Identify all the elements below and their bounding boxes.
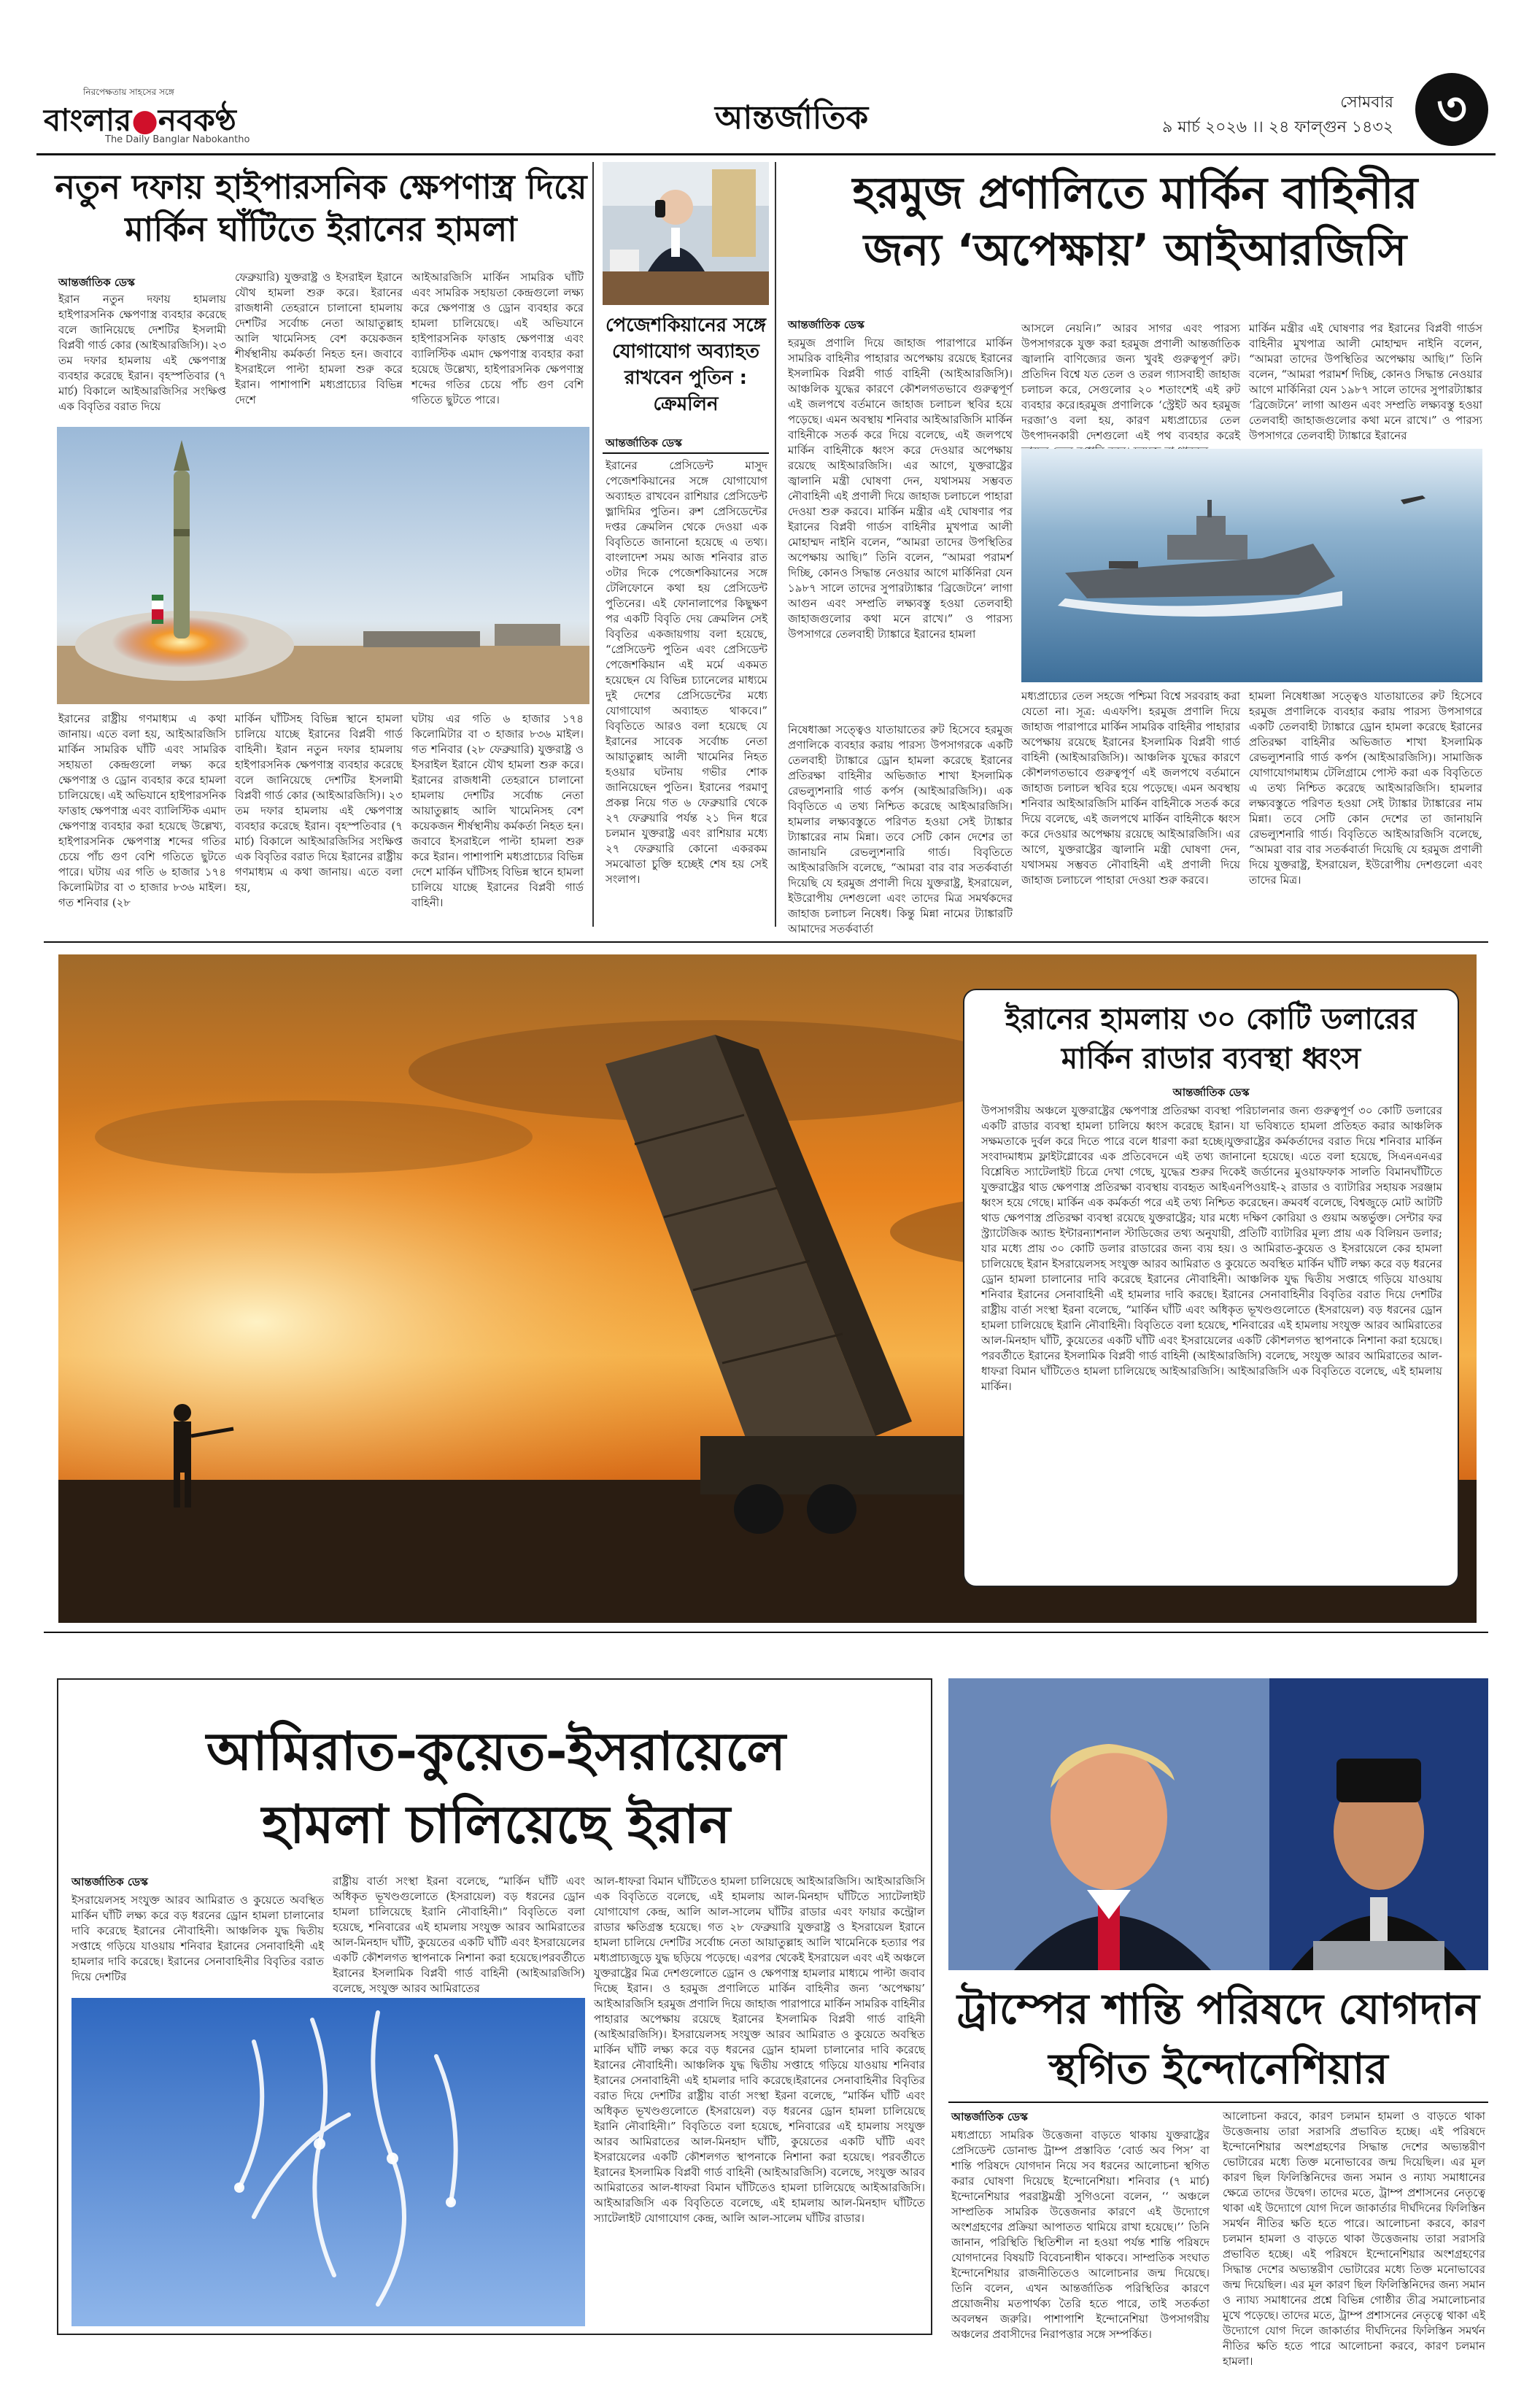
story1-headline[interactable] [44,166,598,250]
story3-headline[interactable] [782,165,1488,279]
story5-headline-line1: আমিরাত-কুয়েত-ইসরায়েলে [206,1721,786,1782]
navy-ship-photo [1021,449,1482,682]
story5-headline-line2: হামলা চালিয়েছে ইরান [261,1794,731,1855]
story3-col2: আসলে নেয়নি।” আরব সাগর এবং পারস্য উপসাগরকে যুক্ত করা হরমুজ প্রণালী আন্তর্জাতিক জ্বালানি বাণিজ্যের জন্য খুবই গুরুত্বপূর্ণ রুট। প্রতিদিন বিশ্বে যত তেল ও তরল গ্যাসবাহী জাহাজ চলাচল করে, সেগুলোর ২০ শতাংশেই এই রুট ব্যবহার করে।হরমুজ প্রণালিকে ‘স্ট্রেইট অব হরমুজ দরজা’ও বলা হয়, কারণ মধ্যপ্রাচ্যের তেল উৎপাদনকারী দেশগুলো এই পথ ব্যবহার করেই [1021,322,1240,442]
story6-desk: আন্তর্জাতিক ডেস্ক [951,2110,1028,2123]
story5-col3: আল-ধাফরা বিমান ঘাঁটিতেও হামলা চালিয়েছে আইআরজিসি। আইআরজিসি এক বিবৃতিতে বলেছে, এই হামলায় আল-মিনহাদ ঘাঁটিতে স্যাটেলাইট যোগাযোগ কেন্দ্র, আলি আল-সালেম ঘাঁটির রাডার এবং ফায়ার কন্ট্রোল রাডার ক্ষতিগ্রস্ত হয়েছে। গত ২৮ ফেব্রুয়ারি যুক্তরাষ্ট্র ও ইসরায়েল ইরানে হামলা চালিয়ে দেশটির সর্বোচ্চ নেতা আয়াতুল্লাহ আলি খামেনিকে হত্যার পর মধ্যপ্রাচ্যজুড়ে যুদ্ধ ছড়িয়ে পড়েছে। এরপর থেকেই ইসরায়েল এবং এই অঞ্চলে যুক্তরাষ্ট্রের মিত্র দেশগুলোতে ড্রোন ও ক্ষেপণাস্ত্র হামলার মাধ্যমে পাল্টা জবাব দিচ্ছে ইরান। ও হরমুজ প্রণালিতে মার্কিন বাহিনীর জন্য ‘অপেক্ষায়’ আইআরজিসি হরমুজ প্রণালি দিয়ে জাহাজ পারাপারে মার্কিন সামরিক বাহিনীর পাহারার অপেক্ষায় রয়েছে ইরানের ইসলামিক বিপ্লবী গার্ড বাহিনী (আইআরজিসি)। ইসরায়েলসহ সংযুক্ত আরব আমিরাত ও কুয়েতে অবস্থিত মার্কিন ঘাঁটি লক্ষ্য করে বড় ধরনের ড্রোন হামলা চালানোর দাবি করেছে ইরানের নৌবাহিনী। আঞ্চলিক যুদ্ধ দ্বিতীয় সপ্তাহে গড়িয়ে যাওয়ায় শনিবার ইরানের সেনাবাহিনী এই হামলার দাবি করেছে।ইরানের সেনাবাহিনীর বিবৃতির বরাত দিয়ে দেশটির রাষ্ট্রীয় বার্তা সংস্থা ইরনা বলেছে, “মার্কিন ঘাঁটি এবং অধিকৃত ভূখণ্ডগুলোতে (ইসরায়েল) বড় ধরনের ড্রোন হামলা চালিয়েছে ইরানি নৌবাহিনী।” বিবৃতিতে বলা হয়েছে, শনিবারের এই হামলায় সংযুক্ত আরব আমিরাতের আল-মিনহাদ ঘাঁটি, কুয়েতের একটি ঘাঁটি এবং ইসরায়েলের একটি কৌশলগত স্থাপনাকে নিশানা করা হয়েছে। পরবর্তীতে ইরানের ইসলামিক বিপ্লবী গার্ড বাহিনী (আইআরজিসি) বলেছে, সংযুক্ত আরব আমিরাতের আল-ধাফরা বিমান ঘাঁটিতেও হামলা চালিয়েছে আইআরজিসি। আইআরজিসি এক বিবৃতিতে বলেছে, এই হামলায় আল-মিনহাদ ঘাঁটিতে স্যাটেলাইট যোগাযোগ কেন্দ্র, আলি আল-সালেম ঘাঁটির রাডার। [594,1875,925,2225]
story1-headline-line2: মার্কিন ঘাঁটিতে ইরানের হামলা [125,209,517,249]
page-number-badge: ৩ [1415,73,1488,146]
story2-headline-line1: পেজেশকিয়ানের সঙ্গে [606,314,766,336]
trump-photo [948,1678,1269,1970]
story4-headline-line1: ইরানের হামলায় ৩০ কোটি ডলারের [1005,1003,1417,1036]
story2-body: ইরানের প্রেসিডেন্ট মাসুদ পেজেশকিয়ানের সঙ্গে যোগাযোগ অব্যাহত রাখবেন রাশিয়ার প্রেসিডেন্ট ভ্লাদিমির পুতিন। রুশ প্রেসিডেন্টের দপ্তর ক্রেমলিন থেকে দেওয়া এক বিবৃতিতে জানানো হয়েছে এ তথ্য। বাংলাদেশ সময় আজ শনিবার রাত ৩টার দিকে পেজেশকিয়ানের সঙ্গে টেলিফোনে কথা হয় প্রেসিডেন্ট পুতিনের। এই ফোনালাপের কিছুক্ষণ পর একটি বিবৃতি দেয় ক্রেমলিন সেই বিবৃতির একজায়গায় বলা হয়েছে, “প্রেসিডেন্ট পুতিন এবং প্রেসিডেন্ট পেজেশকিয়ান এই মর্মে একমত হয়েছেন যে বিভিন্ন চ্যানেলের মাধ্যমে দুই দেশের প্রেসিডেন্টের মধ্যে যোগাযোগ অব্যাহত থাকবে।” বিবৃতিতে আরও বলা হয়েছে যে ইরানের সাবেক সর্বোচ্চ নেতা আয়াতুল্লাহ আলী খামেনির নিহত হওয়ার ঘটনায় গভীর শোক জানিয়েছেন পুতিন। ইরানের পরমাণু প্রকল্প নিয়ে গত ৬ ফেব্রুয়ারি থেকে ২৭ ফেব্রুয়ারি পর্যন্ত ২১ দিন ধরে চলমান যুক্তরাষ্ট্র এবং রাশিয়ার মধ্যে ২৭ ফেব্রুয়ারি কোনো একরকম সমঝোতা চুক্তি হচ্ছেই শেষ হয় সেই সংলাপ। [606,459,767,886]
story6-col2: আলোচনা করবে, কারণ চলমান হামলা ও বাড়তে থাকা উত্তেজনায় তারা সরাসরি প্রভাবিত হচ্ছে। এই পরিষদে ইন্দোনেশিয়ার অংশগ্রহণের সিদ্ধান্ত দেশের অভ্যন্তরীণ ভোটারের মধ্যে তিক্ত মনোভাবের জন্ম দিয়েছিল। এর মূল কারণ ছিল ফিলিস্তিনিদের জন্য সমান ও ন্যায্য সমাধানের ক্ষেত্রে তাদের উদ্বেগ। তাদের মতে, ট্রাম্প প্রশাসনের নেতৃত্বে থাকা এই উদ্যোগে যোগ দিলে জাকার্তার দীর্ঘদিনের ফিলিস্তিন সমর্থন নীতির ক্ষতি হতে পারে। আলোচনা করবে, কারণ চলমান হামলা ও বাড়তে থাকা উত্তেজনায় তারা সরাসরি প্রভাবিত হচ্ছে। এই পরিষদে ইন্দোনেশিয়ার অংশগ্রহণের সিদ্ধান্ত দেশের অভ্যন্তরীণ ভোটারের মধ্যে তিক্ত মনোভাবের জন্ম দিয়েছিল। এর মূল কারণ ছিল ফিলিস্তিনিদের জন্য সমান ও ন্যায্য সমাধানের প্রশ্নে বিভিন্ন গোষ্ঠীর তীব্র সমালোচনার মুখে পড়েছে। তাদের মতে, ট্রাম্প প্রশাসনের নেতৃত্বে থাকা এই উদ্যোগে যোগ দিলে জাকার্তার দীর্ঘদিনের ফিলিস্তিন সমর্থন নীতির ক্ষতি হতে পারে আলোচনা করবে, কারণ চলমান হামলা। [1223,2110,1485,2368]
story2-headline-line4: ক্রেমলিন [653,393,719,415]
story3-headline-line2: জন্য ‘অপেক্ষায়’ আইআরজিসি [863,225,1407,276]
story6-col1: মধ্যপ্রাচ্যে সামরিক উত্তেজনা বাড়তে থাকায় যুক্তরাষ্ট্রের প্রেসিডেন্ট ডোনাল্ড ট্রাম্প প্রস্তাবিত ‘বোর্ড অব পিস’ বা শান্তি পরিষদে যোগদান নিয়ে সব ধরনের আলোচনা স্থগিত করার ঘোষণা দিয়েছে ইন্দোনেশিয়া। শনিবার (৭ মার্চ) ইন্দোনেশিয়ার পররাষ্ট্রমন্ত্রী সুগিওনো বলেন, ‘‘ অঞ্চলে সাম্প্রতিক সামরিক উত্তেজনার কারণে এই উদ্যোগে অংশগ্রহণের প্রক্রিয়া আপাতত থামিয়ে রাখা হয়েছে।’’ তিনি জানান, পরিস্থিতি স্থিতিশীল না হওয়া পর্যন্ত শান্তি পরিষদে যোগদানের বিষয়টি বিবেচনাধীন থাকবে। সাম্প্রতিক সংঘাত ইন্দোনেশিয়ার রাজনীতিতেও আলোচনার জন্ম দিয়েছে। তিনি বলেন, এখন আন্তর্জাতিক পরিস্থিতির কারণে প্রয়োজনীয় মতপার্থক্য তৈরি হতে পারে, তাই সতর্কতা অবলম্বন জরুরি। পাশাপাশি ইন্দোনেশিয়া উপসাগরীয় অঞ্চলের প্রবাসীদের নিরাপত্তার সঙ্গে সম্পর্কিত। [951,2129,1210,2341]
story3-desk: আন্তর্জাতিক ডেস্ক [788,318,864,331]
story3-col5: মধ্যপ্রাচ্যের তেল সহজে পশ্চিমা বিশ্বে সরবরাহ করা যেতো না। সূত্র: এএফপি। হরমুজ প্রণালি দিয়ে জাহাজ পারাপারে মার্কিন সামরিক বাহিনীর পাহারার অপেক্ষায় রয়েছে ইরানের ইসলামিক বিপ্লবী গার্ড বাহিনী (আইআরজিসি)। আঞ্চলিক যুদ্ধের কারণে কৌশলগতভাবে গুরুত্বপূর্ণ এই জলপথে বর্তমানে জাহাজ চলাচল স্থবির হয়ে পড়েছে। এমন অবস্থায় শনিবার আইআরজিসি মার্কিন বাহিনীকে সতর্ক করে দিয়ে বলেছে, এই জলপথে মার্কিন বাহিনীকে ধ্বংস করে দেওয়ার অপেক্ষায় রয়েছে আইআরজিসি। এর আগে, যুক্তরাষ্ট্রের জ্বালানি মন্ত্রী ঘোষণা দেন, যথাসময় সম্ভবত নৌবাহিনী এই প্রণালী দিয়ে জাহাজ চলাচলে পাহারা দেওয়া শুরু করবে। [1021,690,1240,887]
section-title: আন্তর্জাতিক [715,99,869,136]
story3-col1: হরমুজ প্রণালি দিয়ে জাহাজ পারাপারে মার্কিন সামরিক বাহিনীর পাহারার অপেক্ষায় রয়েছে ইরানের ইসলামিক বিপ্লবী গার্ড বাহিনী (আইআরজিসি)। আঞ্চলিক যুদ্ধের কারণে কৌশলগতভাবে গুরুত্বপূর্ণ এই জলপথে বর্তমানে জাহাজ চলাচল স্থবির হয়ে পড়েছে। এমন অবস্থায় শনিবার আইআরজিসি মার্কিন বাহিনীকে সতর্ক করে দিয়ে বলেছে, এই জলপথে মার্কিন বাহিনীকে ধ্বংস করে দেওয়ার অপেক্ষায় রয়েছে আইআরজিসি। এর আগে, যুক্তরাষ্ট্রের জ্বালানি মন্ত্রী ঘোষণা দেন, যথাসময় সম্ভবত নৌবাহিনী এই প্রণালী দিয়ে জাহাজ চলাচলে পাহারা দেওয়া শুরু করবে। মার্কিন মন্ত্রীর এই ঘোষণার পর ইরানের বিপ্লবী গার্ডস বাহিনীর মুখপাত্র আলী মোহাম্মদ নাইনি বলেন, “আমরা তাদের উপস্থিতির অপেক্ষায় আছি।” তিনি বলেন, “আমরা পরামর্শ দিচ্ছি, কোনও সিদ্ধান্ত নেওয়ার আগে মার্কিনিরা যেন ১৯৮৭ সালে তাদের সুপারট্যাঙ্কার ‘ব্রিজেটনে’ লাগা আগুন এবং সম্প্রতি লক্ষ্যবস্তু হওয়া তেলবাহী জাহাজগুলোর কথা মনে রাখে।” ও পারস্য উপসাগরে তেলবাহী ট্যাঙ্কারে ইরানের হামলা [788,336,1013,641]
story2-headline[interactable] [603,312,769,417]
column-divider-1 [592,162,594,927]
story4-desk: আন্তর্জাতিক ডেস্ক [1172,1086,1250,1099]
story1-col5: মার্কিন ঘাঁটিসহ বিভিন্ন স্থানে হামলা চালিয়ে যাচ্ছে ইরানের বিপ্লবী গার্ড বাহিনী। ইরান নতুন দফার হামলায় হাইপারসনিক ক্ষেপণাস্ত্র ব্যবহার করেছে বলে জানিয়েছে দেশটির ইসলামী বিপ্লবী গার্ড কোর (আইআরজিসি)। ২৩ তম দফার হামলায় এই ক্ষেপণাস্ত্র ব্যবহার করেছে ইরান। বৃহস্পতিবার (৭ মার্চ) বিকালে আইআরজিসির সংক্ষিপ্ত এক বিবৃতির বরাত দিয়ে ইরানের রাষ্ট্রীয় গণমাধ্যম এ কথা জানায়। এতে বলা হয়, [235,712,403,894]
masthead-rule [36,153,1496,155]
story6-headline[interactable] [948,1979,1488,2099]
story1-col1: ইরান নতুন দফায় হামলায় হাইপারসনিক ক্ষেপণাস্ত্র ব্যবহার করেছে বলে জানিয়েছে দেশটির ইসলামী বিপ্লবী গার্ড কোর (আইআরজিসি)। ২৩ তম দফার হামলায় এই ক্ষেপণাস্ত্র ব্যবহার করেছে ইরান। বৃহস্পতিবার (৭ মার্চ) বিকালে আইআরজিসির সংক্ষিপ্ত এক বিবৃতির বরাত দিয়ে [58,293,226,413]
section-rule-1 [44,941,1488,943]
story5-headline[interactable] [66,1715,926,1861]
prabowo-photo [1269,1678,1488,1970]
drone-trails-photo [71,1998,585,2326]
story2-headline-line2: যোগাযোগ অব্যাহত [612,341,759,363]
logo-part-1: বাংলার [44,102,132,138]
story1-desk: আন্তর্জাতিক ডেস্ক [58,276,135,289]
story4-headline[interactable] [978,1000,1444,1078]
story3-col4: নিষেধাজ্ঞা সত্ত্বেও যাতায়াতের রুট হিসেবে হরমুজ প্রণালিকে ব্যবহার করায় পারস্য উপসাগরকে একটি তেলবাহী ট্যাঙ্কারে ড্রোন হামলা করেছে ইরানের প্রতিরক্ষা বাহিনীর অভিজাত শাখা ইসলামিক রেভল্যুশনারি গার্ড কর্পস (আইআরজিসি)। এক বিবৃতিতে এ তথ্য নিশ্চিত করেছে আইআরজিসি। হামলার লক্ষ্যবস্তুতে পরিণত হওয়া সেই ট্যাঙ্কার ট্যাঙ্কারের নাম মিন্না। তবে সেটি কোন দেশের তা জানায়নি রেভল্যুশনারি গার্ড। বিবৃতিতে আইআরজিসি বলেছে, “আমরা বার বার সতর্কবার্তা দিয়েছি যে হরমুজ প্রণালী দিয়ে যুক্তরাষ্ট্র, ইসরায়েল, ইউরোপীয় দেশগুলো এবং তাদের মিত্র সমর্থকদের জাহাজ চলাচল নিষেধ। কিন্তু মিন্না নামের ট্যাঙ্কারটি আমাদের সতর্কবার্তা [788,723,1013,935]
story6-headline-line2: স্থগিত ইন্দোনেশিয়ার [1048,2044,1388,2094]
story6-rule [948,2102,1488,2103]
story2-desk-rule [603,452,769,454]
story1-col3: আইআরজিসি মার্কিন সামরিক ঘাঁটি এবং সামরিক সহায়তা কেন্দ্রগুলো লক্ষ্য করে ক্ষেপণাস্ত্র ও ড্রোন ব্যবহার করে হামলা চালিয়েছে। এই অভিযানে হাইপারসনিক ফাত্তাহ ক্ষেপণাস্ত্র এবং ব্যালিস্টিক এমাদ ক্ষেপণাস্ত্র ব্যবহার করা হয়েছে উল্লেখ্য, হাইপারসনিক ক্ষেপণাস্ত্র শব্দের গতির চেয়ে পাঁচ গুণ বেশি গতিতে ছুটতে পারে। [411,271,584,406]
story1-headline-line1: নতুন দফায় হাইপারসনিক ক্ষেপণাস্ত্র দিয়ে [55,167,587,207]
story1-col6: ঘটায় এর গতি ৬ হাজার ১৭৪ কিলোমিটার বা ৩ হাজার ৮৩৬ মাইল। গত শনিবার (২৮ ফেব্রুয়ারি) যুক্তরাষ্ট্র ও ইসরাইল ইরানে যৌথ হামলা শুরু করে। ইরানের রাজধানী তেহরানে চালানো হামলায় দেশটির সর্বোচ্চ নেতা আয়াতুল্লাহ আলি খামেনিসহ বেশ কয়েকজন শীর্ষস্থানীয় কর্মকর্তা নিহত হন। জবাবে ইসরাইলে পাল্টা হামলা শুরু করে ইরান। পাশাপাশি মধ্যপ্রাচ্যের বিভিন্ন দেশে মার্কিন ঘাঁটিসহ বিভিন্ন স্থানে হামলা চালিয়ে যাচ্ছে ইরানের বিপ্লবী গার্ড বাহিনী। [411,712,584,909]
story6-headline-line1: ট্রাম্পের শান্তি পরিষদে যোগদান [957,1984,1479,2034]
story1-col2: ফেব্রুয়ারি) যুক্তরাষ্ট্র ও ইসরাইল ইরানে যৌথ হামলা শুরু করে। ইরানের রাজধানী তেহরানে চালানো হামলায় দেশটির সর্বোচ্চ নেতা আয়াতুল্লাহ আলি খামেনিসহ বেশ কয়েকজন শীর্ষস্থানীয় কর্মকর্তা নিহত হন। জবাবে ইসরাইলে পাল্টা হামলা শুরু করে ইরান। পাশাপাশি মধ্যপ্রাচ্যের বিভিন্ন দেশে [235,271,403,406]
story5-col2: রাষ্ট্রীয় বার্তা সংস্থা ইরনা বলেছে, “মার্কিন ঘাঁটি এবং অধিকৃত ভূখণ্ডগুলোতে (ইসরায়েল) বড় ধরনের ড্রোন হামলা চালিয়েছে ইরানি নৌবাহিনী।” বিবৃতিতে বলা হয়েছে, শনিবারের এই হামলায় সংযুক্ত আরব আমিরাতের আল-মিনহাদ ঘাঁটি, কুয়েতের একটি ঘাঁটি এবং ইসরায়েলের একটি কৌশলগত স্থাপনাকে নিশানা করা হয়েছে।পরবর্তীতে ইরানের ইসলামিক বিপ্লবী গার্ড বাহিনী (আইআরজিসি) বলেছে, সংযুক্ত আরব আমিরাতের [333,1875,585,1995]
issue-date: ৯ মার্চ ২০২৬ ।। ২৪ ফাল্গুন ১৪৩২ [1162,118,1393,136]
story3-headline-line1: হরমুজ প্রণালিতে মার্কিন বাহিনীর [852,168,1418,219]
logo-subtitle: The Daily Banglar Nabokantho [105,134,250,145]
section-rule-2 [44,1632,1488,1633]
logo-tagline: নিরপেক্ষতায় সাহসের সঙ্গে [83,87,174,97]
dateline [1162,90,1393,140]
column-divider-2 [775,162,776,927]
story2-headline-line3: রাখবেন পুতিন : [624,367,747,389]
story5-col1: ইসরায়েলসহ সংযুক্ত আরব আমিরাত ও কুয়েতে অবস্থিত মার্কিন ঘাঁটি লক্ষ্য করে বড় ধরনের ড্রোন হামলা চালানোর দাবি করেছে ইরানের নৌবাহিনী। আঞ্চলিক যুদ্ধ দ্বিতীয় সপ্তাহে গড়িয়ে যাওয়ায় শনিবার ইরানের সেনাবাহিনী এই হামলার দাবি করেছে। ইরানের সেনাবাহিনীর বিবৃতির বরাত দিয়ে দেশটির [71,1894,324,1983]
masthead-logo[interactable] [44,86,263,144]
logo-dot-icon: ● [131,102,158,138]
weekday: সোমবার [1340,93,1393,112]
story3-col6: হামলা নিষেধাজ্ঞা সত্ত্বেও যাতায়াতের রুট হিসেবে হরমুজ প্রণালিকে ব্যবহার করায় পারস্য উপসাগরে একটি তেলবাহী ট্যাঙ্কারে ড্রোন হামলা করেছে ইরানের প্রতিরক্ষা বাহিনীর অভিজাত শাখা ইসলামিক রেভল্যুশনারি গার্ড কর্পস (আইআরজিসি)। সামাজিক যোগাযোগমাধ্যম টেলিগ্রামে পোস্ট করা এক বিবৃতিতে এ তথ্য নিশ্চিত করেছে আইআরজিসি। হামলার লক্ষ্যবস্তুতে পরিণত হওয়া সেই ট্যাঙ্কার ট্যাঙ্কারের নাম মিন্না। তবে সেটি কোন দেশের তা জানায়নি রেভল্যুশনারি গার্ড। বিবৃতিতে আইআরজিসি বলেছে, “আমরা বার বার সতর্কবার্তা দিয়েছি যে হরমুজ প্রণালী দিয়ে যুক্তরাষ্ট্র, ইসরায়েল, ইউরোপীয় দেশগুলো এবং তাদের মিত্র। [1249,690,1482,887]
story4-body: উপসাগরীয় অঞ্চলে যুক্তরাষ্ট্রের ক্ষেপণাস্ত্র প্রতিরক্ষা ব্যবস্থা পরিচালনার জন্য গুরুত্বপূর্ণ ৩০ কোটি ডলারের একটি রাডার ব্যবস্থা হামলা চালিয়ে ধ্বংস করেছে ইরান। যা ভবিষ্যতে হামলা প্রতিহত করার আঞ্চলিক সক্ষমতাকে দুর্বল করে দিতে পারে বলে ধারণা করা হচ্ছে।যুক্তরাষ্ট্রের কর্মকর্তাদের বরাত দিয়ে শনিবার মার্কিন সংবাদমাধ্যম ফ্লাইটগ্লোবের এক প্রতিবেদনে এই তথ্য জানানো হয়েছে। এতে বলা হয়েছে, সিএনএনএর বিশ্লেষিত স্যাটেলাইট চিত্রে দেখা গেছে, যুদ্ধের শুরুর দিকেই জর্ডানের মুওয়াফফাক সালতি বিমানঘাঁটিতে যুক্তরাষ্ট্রের থাড ক্ষেপণাস্ত্র প্রতিরক্ষা ব্যবস্থায় ব্যবহৃত আইএনপিওয়াই-২ রাডার ও ব্যাটারির সহায়ক সরঞ্জাম ধ্বংস হয়ে গেছে। মার্কিন এক কর্মকর্তা পরে এই তথ্য নিশ্চিত করেছেন। ক্রমবর্ধ বলেছে, বিশ্বজুড়ে মোট আটটি থাড ক্ষেপণাস্ত্র প্রতিরক্ষা ব্যবস্থা রয়েছে যুক্তরাষ্ট্রের; যার মধ্যে দক্ষিণ কোরিয়া ও গুয়াম অন্তর্ভুক্ত। সেন্টার ফর স্ট্র্যাটেজিক অ্যান্ড ইন্টারন্যাশনাল স্টাডিজের তথ্য অনুযায়ী, প্রতিটি ব্যাটারির মূল্য প্রায় এক বিলিয়ন ডলার; যার মধ্যে প্রায় ৩০ কোটি ডলার রাডারের জন্য ব্যয় হয়। ও আমিরাত-কুয়েত ও ইসরায়েলে কের হামলা চালিয়েছে ইরান ইসরায়েলসহ সংযুক্ত আরব আমিরাত ও কুয়েতে অবস্থিত মার্কিন ঘাঁটি লক্ষ্য করে বড় ধরনের ড্রোন হামলা চালানোর দাবি করেছে ইরানের নৌবাহিনী। আঞ্চলিক যুদ্ধ দ্বিতীয় সপ্তাহে গড়িয়ে যাওয়ায় শনিবার ইরানের সেনাবাহিনী এই হামলার দাবি করছে। ইরানের সেনাবাহিনীর বিবৃতির বরাত দিয়ে দেশটির রাষ্ট্রীয় বার্তা সংস্থা ইরনা বলেছে, “মার্কিন ঘাঁটি এবং অধিকৃত ভূখণ্ডগুলোতে (ইসরায়েল) বড় ধরনের ড্রোন হামলা চালিয়েছে ইরানি নৌবাহিনী। বিবৃতিতে বলা হয়েছে, শনিবারের এই হামলায় সংযুক্ত আরব আমিরাতের আল-মিনহাদ ঘাঁটি, কুয়েতের একটি ঘাঁটি এবং ইসরায়েলের একটি কৌশলগত স্থাপনাকে নিশানা করা হয়েছে। পরবর্তীতে ইরানের ইসলামিক বিপ্লবী গার্ড বাহিনী (আইআরজিসি) বলেছে, সংযুক্ত আরব আমিরাতের আল-ধাফরা বিমান ঘাঁটিতেও হামলা চালিয়েছে আইআরজিসি। আইআরজিসি এক বিবৃতিতে বলেছে, এই হামলায় মার্কিন। [981,1104,1442,1393]
missile-launch-photo [57,427,589,704]
putin-phone-photo [603,162,769,305]
story4-headline-line2: মার্কিন রাডার ব্যবস্থা ধ্বংস [1061,1042,1361,1076]
logo-part-2: নবকণ্ঠ [158,102,236,138]
story5-desk: আন্তর্জাতিক ডেস্ক [71,1875,148,1888]
story1-col4: ইরানের রাষ্ট্রীয় গণমাধ্যম এ কথা জানায়। এতে বলা হয়, আইআরজিসি মার্কিন সামরিক ঘাঁটি এবং সামরিক সহায়তা কেন্দ্রগুলো লক্ষ্য করে ক্ষেপণাস্ত্র ও ড্রোন ব্যবহার করে হামলা চালিয়েছে। এই অভিযানে হাইপারসনিক ফাত্তাহ ক্ষেপণাস্ত্র এবং ব্যালিস্টিক এমাদ ক্ষেপণাস্ত্র ব্যবহার করা হয়েছে উল্লেখ্য, হাইপারসনিক ক্ষেপণাস্ত্র শব্দের গতির চেয়ে পাঁচ গুণ বেশি গতিতে ছুটতে পারে। ঘটায় এর গতি ৬ হাজার ১৭৪ কিলোমিটার বা ৩ হাজার ৮৩৬ মাইল। গত শনিবার (২৮ [58,712,226,909]
story3-col3: মার্কিন মন্ত্রীর এই ঘোষণার পর ইরানের বিপ্লবী গার্ডস বাহিনীর মুখপাত্র আলী মোহাম্মদ নাইনি বলেন, “আমরা তাদের উপস্থিতির অপেক্ষায় আছি।” তিনি বলেন, “আমরা পরামর্শ দিচ্ছি, কোনও সিদ্ধান্ত নেওয়ার আগে মার্কিনিরা যেন ১৯৮৭ সালে তাদের সুপারট্যাঙ্কার ‘ব্রিজেটনে’ লাগা আগুন এবং সম্প্রতি লক্ষ্যবস্তু হওয়া তেলবাহী জাহাজগুলোর কথা মনে রাখে।” ও পারস্য উপসাগরে তেলবাহী ট্যাঙ্কারে ইরানের [1249,322,1482,442]
story2-desk: আন্তর্জাতিক ডেস্ক [606,436,682,449]
